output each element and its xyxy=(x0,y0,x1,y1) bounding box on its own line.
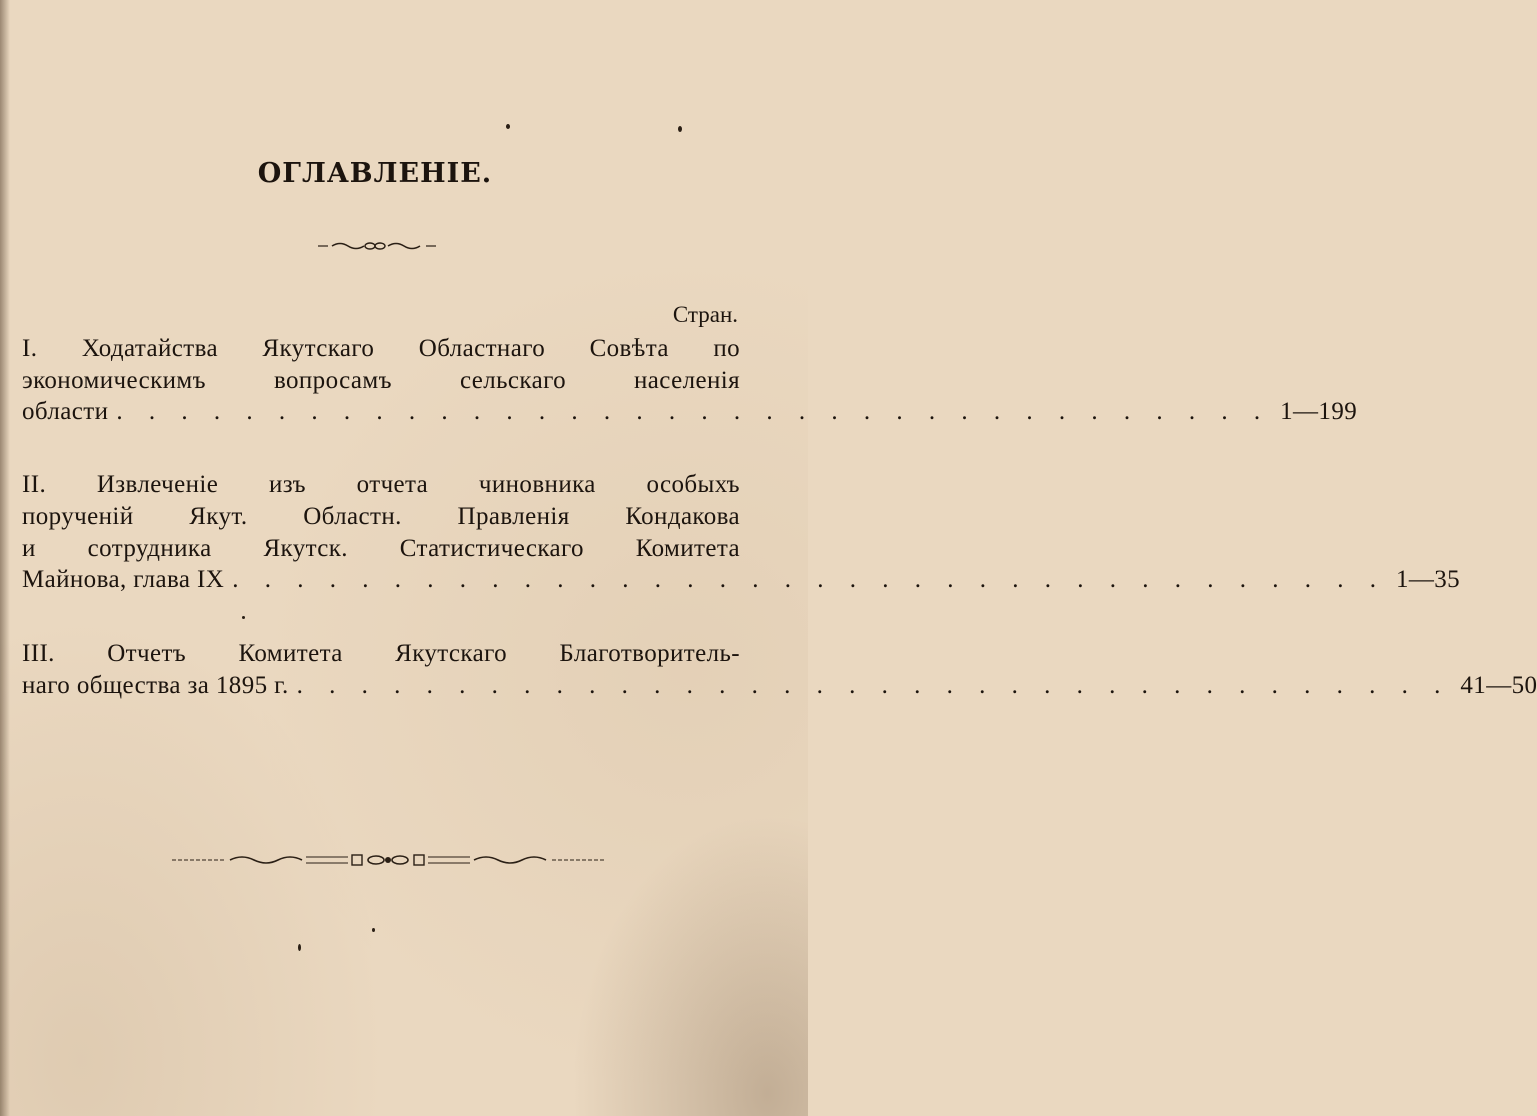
toc-entry-1-line-1: I. Ходатайства Якутскаго Областнаго Совѣта по xyxy=(22,335,740,362)
toc-entry-1-title-end: области xyxy=(22,398,109,425)
toc-entry-1-pages: 1—199 xyxy=(1280,398,1358,425)
page-column-header: Стран. xyxy=(672,302,738,327)
ink-speck xyxy=(506,124,510,129)
toc-entry-2-pages: 1—35 xyxy=(1395,566,1461,593)
ink-speck xyxy=(242,616,245,619)
toc-entry-3-pages: 41—50 xyxy=(1460,672,1537,699)
toc-entry-2-title-end: Майнова, глава IX xyxy=(22,566,225,593)
ink-speck xyxy=(298,944,301,951)
ink-speck xyxy=(678,126,682,132)
dot-leader: . . . . . . . . . . . . . . . . . . . . . . . . . . . . . . . . . . . . xyxy=(296,672,1451,699)
ink-speck xyxy=(372,928,375,932)
bottom-ornament-icon xyxy=(172,852,604,868)
toc-entry-3-title-end: наго общества за 1895 г. xyxy=(22,672,289,699)
page-title: ОГЛАВЛЕНІЕ. xyxy=(257,158,493,189)
toc-entry-3-last-line xyxy=(22,672,1537,700)
toc-entry-2-line-3: и сотрудника Якутск. Статистическаго Комитета xyxy=(22,535,740,562)
toc-entry-1-last-line xyxy=(22,398,1358,426)
toc-entry-2-line-1: II. Извлеченіе изъ отчета чиновника особыхъ xyxy=(22,471,740,498)
dot-leader: . . . . . . . . . . . . . . . . . . . . . . . . . . . . . . . . . . . . xyxy=(232,566,1386,593)
toc-entry-2-last-line xyxy=(22,566,1461,594)
top-ornament-icon xyxy=(318,238,436,254)
toc-entry-1-line-2: экономическимъ вопросамъ сельскаго населенія xyxy=(22,367,740,394)
toc-entry-2-line-2: порученій Якут. Областн. Правленія Кондакова xyxy=(22,503,740,530)
toc-entry-3-line-1: III. Отчетъ Комитета Якутскаго Благотворитель- xyxy=(22,640,740,667)
dot-leader: . . . . . . . . . . . . . . . . . . . . . . . . . . . . . . . . . . . . xyxy=(116,398,1271,425)
